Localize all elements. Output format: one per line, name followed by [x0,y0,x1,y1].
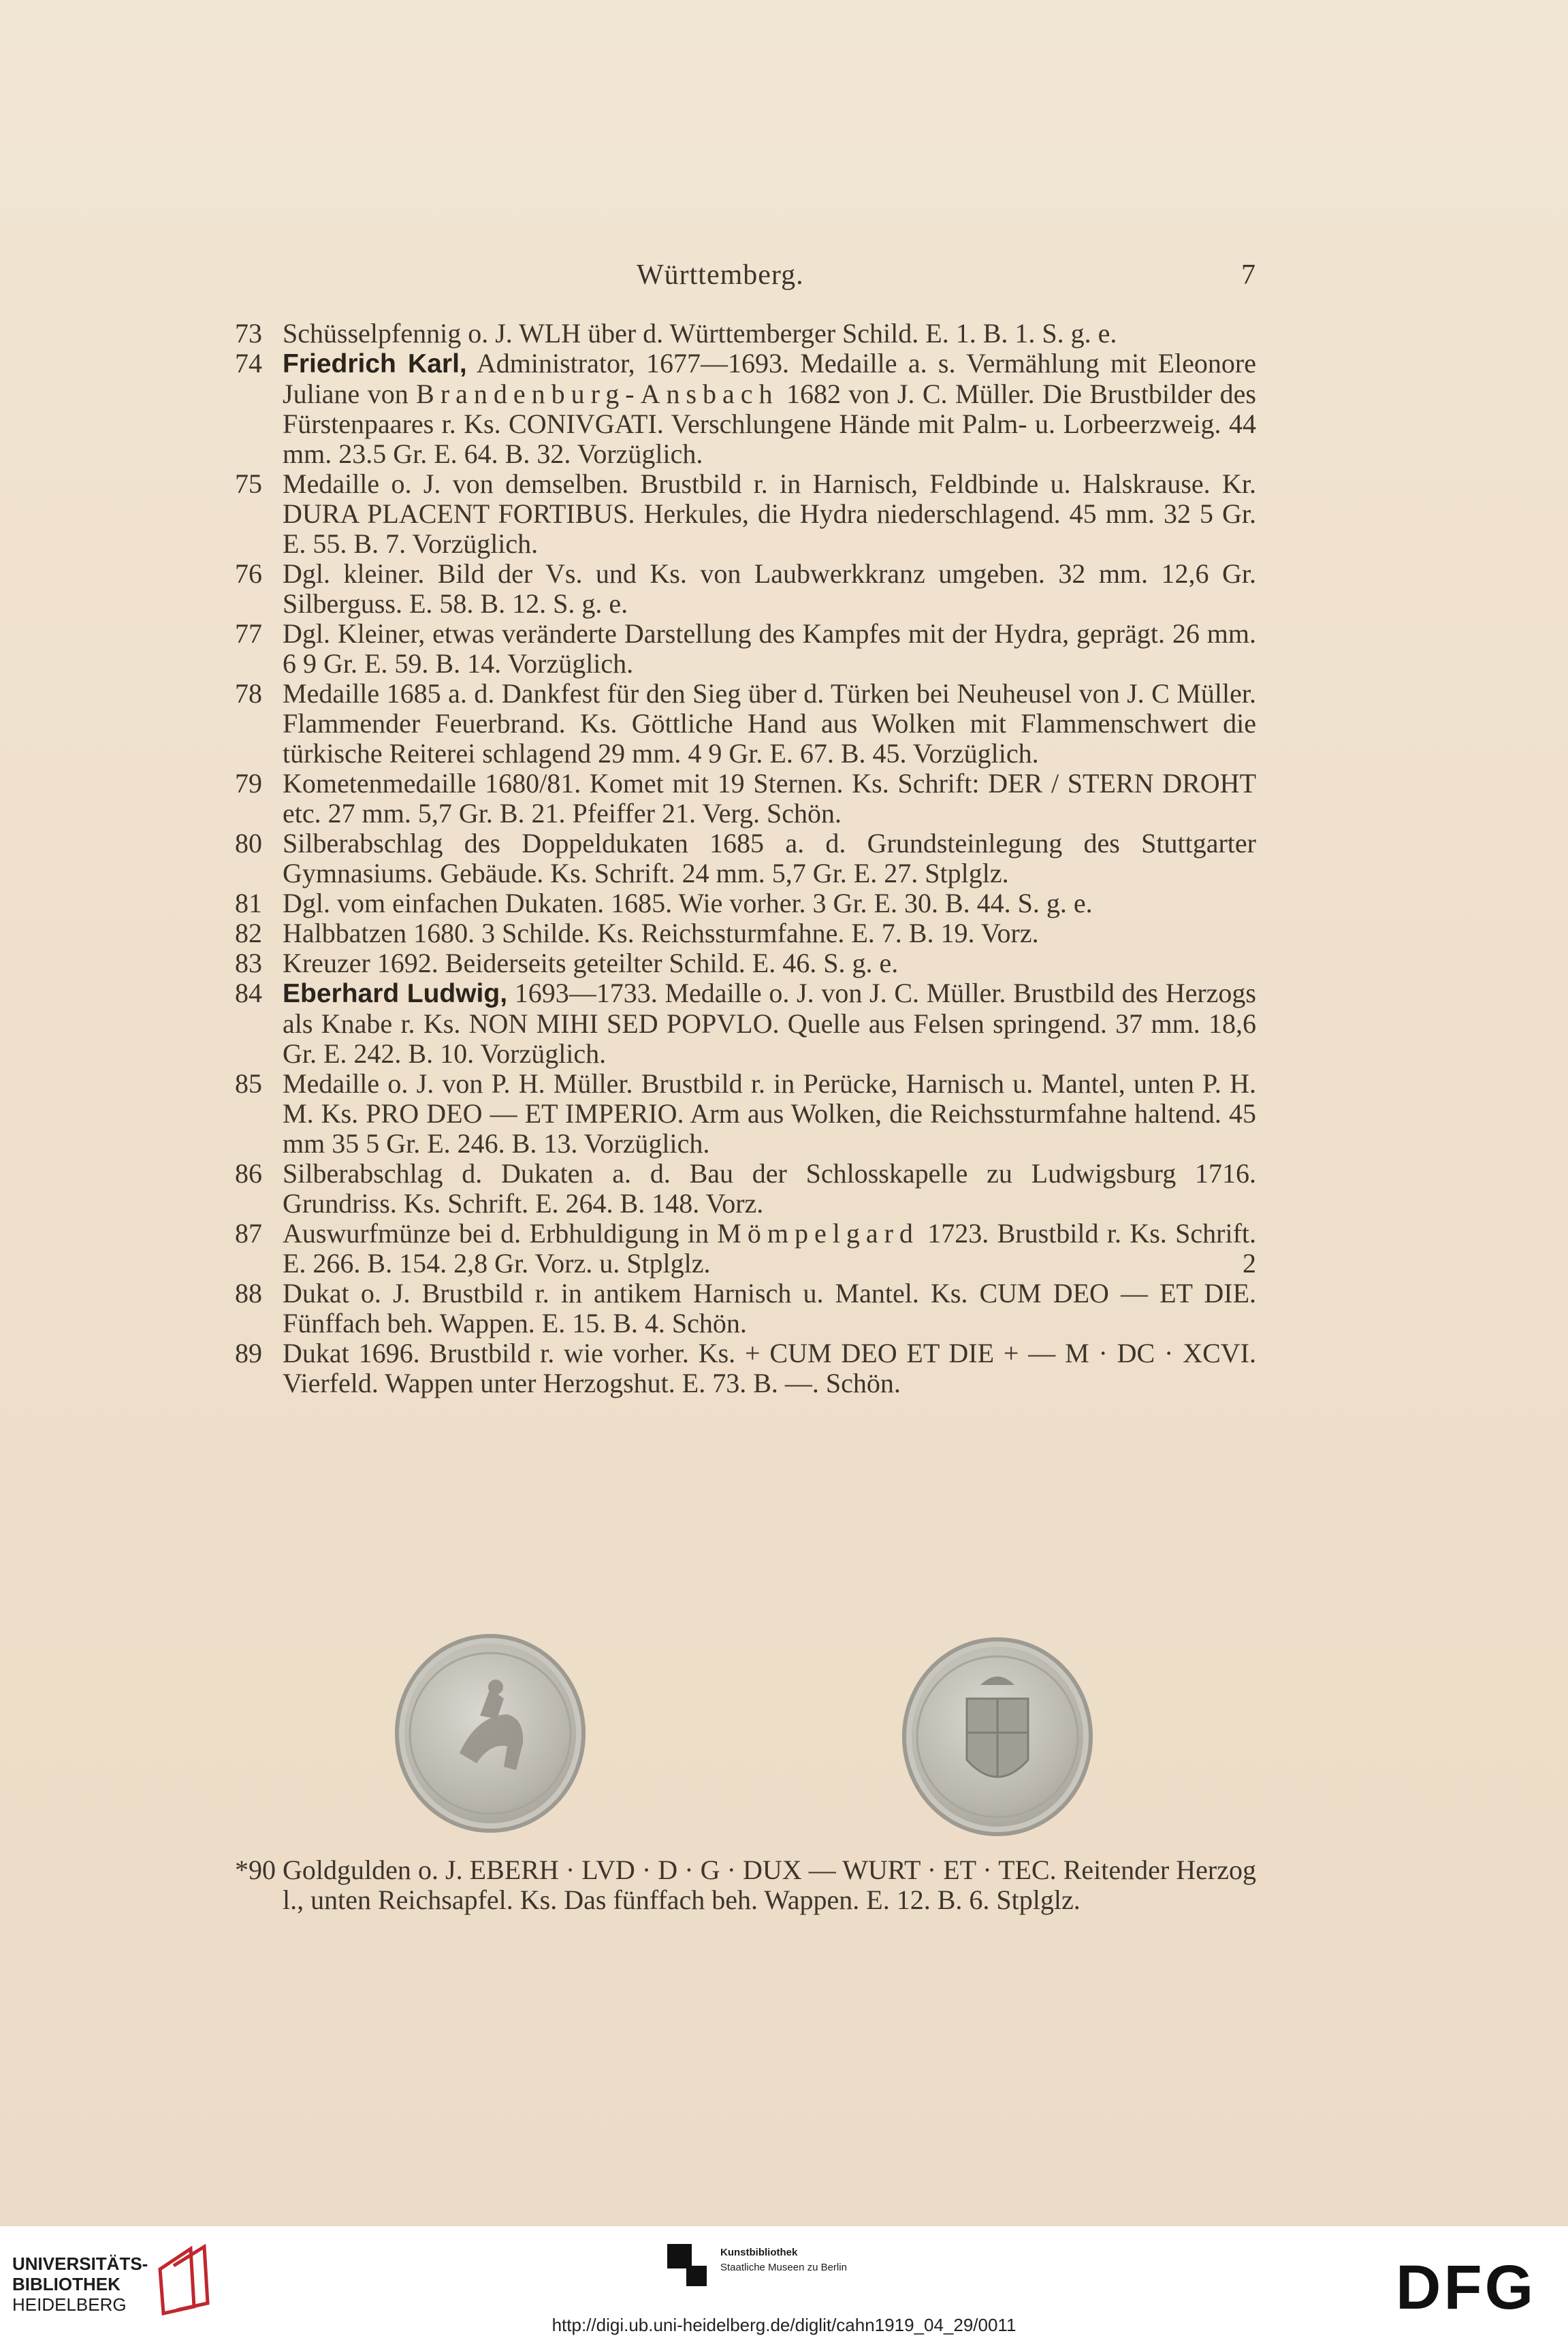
entry-number: 76 [235,558,262,589]
entry-text: Medaille 1685 a. d. Dankfest für den Sieg über d. Türken bei Neuheusel von J. C Müller. Flammender Feuerbrand. Ks. Göttliche Hand aus Wolken mit Flammenschwert die türkische Reiterei schlagend 29 mm. 4 9 Gr. E. 67. B. 45. Vorzüglich. [283,678,1256,769]
entry-text: Kometenmedaille 1680/81. Komet mit 19 Sternen. Ks. Schrift: DER / STERN DROHT etc. 27 mm. 5,7 Gr. B. 21. Pfeiffer 21. Verg. Schön. [283,768,1256,829]
catalog-entry [235,679,1256,769]
catalog-entry [235,1219,1256,1279]
entry-text: Silberabschlag d. Dukaten a. d. Bau der Schlosskapelle zu Ludwigsburg 1716. Grundriss. Ks. Schrift. E. 264. B. 148. Vorz. [283,1158,1256,1219]
margin-note: 2 [1243,1248,1256,1279]
university-library-logo [12,2253,148,2315]
entry-number: *90 [235,1855,276,1885]
catalog-entry [235,559,1256,619]
coin-images [0,1631,1568,1835]
entry-number: 78 [235,678,262,709]
entry-number: 88 [235,1278,262,1309]
footer-bar [0,2226,1568,2342]
uni-seal-icon [153,2239,228,2320]
entry-number: 74 [235,348,262,379]
entry-text: Medaille o. J. von demselben. Brustbild r. in Harnisch, Feldbinde u. Halskrause. Kr. DURA PLACENT FORTIBUS. Herkules, die Hydra niederschlagend. 45 mm. 32 5 Gr. E. 55. B. 7. Vorzüglich. [283,468,1256,559]
entry-text: 1723. Brustbild r. Ks. Schrift. E. 266. B. 154. 2,8 Gr. Vorz. u. Stplglz. [283,1218,1256,1279]
entry-number: 89 [235,1338,262,1368]
catalog-entry [235,1338,1256,1398]
catalog-entry [235,319,1256,349]
entry-text: Dgl. vom einfachen Dukaten. 1685. Wie vorher. 3 Gr. E. 30. B. 44. S. g. e. [283,888,1093,918]
uni-logo-line1: UNIVERSITÄTS- [12,2253,148,2274]
catalog-entry [235,1069,1256,1159]
entry-number: 84 [235,978,262,1008]
catalog-entry [235,1279,1256,1338]
coin-reverse-image [902,1637,1093,1836]
entry-number: 73 [235,318,262,349]
entry-text: 1682 von J. C. Müller. Die Brustbilder des Fürstenpaares r. Ks. CONIVGATI. Verschlungene Hände mit Palm- u. Lorbeerzweig. 44 mm. 23.5 Gr. E. 64. B. 32. Vorzüglich. [283,379,1256,469]
entry-number: 86 [235,1158,262,1189]
kb-square-icon [667,2244,692,2268]
entry-text: Halbbatzen 1680. 3 Schilde. Ks. Reichssturmfahne. E. 7. B. 19. Vorz. [283,918,1039,948]
catalog-entry [235,349,1256,469]
catalog-entries [235,319,1256,1398]
place-name: Brandenburg-Ansbach [416,379,779,409]
entry-text: 1693—1733. Medaille o. J. von J. C. Müller. Brustbild des Herzogs als Knabe r. Ks. NON MIHI SED POPVLO. Quelle aus Felsen springend. 37 mm. 18,6 Gr. E. 242. B. 10. Vorzüglich. [283,978,1256,1069]
ruler-name: Friedrich Karl, [283,349,467,379]
uni-logo-line3: HEIDELBERG [12,2294,127,2315]
page-number: 7 [1241,259,1256,291]
entry-number: 82 [235,918,262,948]
kb-square-icon [686,2266,707,2286]
entry-text: Dukat 1696. Brustbild r. wie vorher. Ks. + CUM DEO ET DIE + — M · DC · XCVI. Vierfeld. Wappen unter Herzogshut. E. 73. B. —. Schön. [283,1338,1256,1398]
entry-number: 83 [235,948,262,978]
entry-number: 79 [235,768,262,799]
entry-number: 87 [235,1218,262,1249]
catalog-entry [235,888,1256,918]
entry-text: Medaille o. J. von P. H. Müller. Brustbild r. in Perücke, Harnisch u. Mantel, unten P. H. M. Ks. PRO DEO — ET IMPERIO. Arm aus Wolken, die Reichssturmfahne haltend. 45 mm 35 5 Gr. E. 246. B. 13. Vorzüglich. [283,1068,1256,1159]
entry-number: 85 [235,1068,262,1099]
catalog-entry [235,948,1256,978]
ruler-name: Eberhard Ludwig, [283,979,508,1008]
entry-number: 75 [235,468,262,499]
page-title: Württemberg. [637,259,804,291]
kb-name: Kunstbibliothek [720,2247,798,2258]
catalog-entry [235,619,1256,679]
entry-text: Silberabschlag des Doppeldukaten 1685 a. d. Grundsteinlegung des Stuttgarter Gymnasiums. Gebäude. Ks. Schrift. 24 mm. 5,7 Gr. E. 27. Stplglz. [283,828,1256,888]
coin-obverse-image [395,1634,586,1833]
catalog-entry [235,769,1256,829]
entry-text: Dgl. Kleiner, etwas veränderte Darstellung des Kampfes mit der Hydra, geprägt. 26 mm. 6 9 Gr. E. 59. B. 14. Vorzüglich. [283,618,1256,679]
entry-text: Administrator, 1677—1693. Medaille a. s. Vermählung mit Eleonore Juliane von [283,348,1256,409]
entry-text: Schüsselpfennig o. J. WLH über d. Württemberger Schild. E. 1. B. 1. S. g. e. [283,318,1117,349]
entry-text: Dgl. kleiner. Bild der Vs. und Ks. von Laubwerkkranz umgeben. 32 mm. 12,6 Gr. Silberguss. E. 58. B. 12. S. g. e. [283,558,1256,619]
entry-text: Goldgulden o. J. EBERH · LVD · D · G · DUX — WURT · ET · TEC. Reitender Herzog l., unten Reichsapfel. Ks. Das fünffach beh. Wappen. E. 12. B. 6. Stplglz. [283,1855,1256,1915]
entry-text: Kreuzer 1692. Beiderseits geteilter Schild. E. 46. S. g. e. [283,948,899,978]
place-name: Mömpelgard [717,1218,919,1249]
catalog-entry-90 [235,1855,1256,1915]
catalog-entry [235,1855,1256,1915]
catalog-entry [235,1159,1256,1219]
catalog-entry [235,978,1256,1069]
entry-text: Dukat o. J. Brustbild r. in antikem Harnisch u. Mantel. Ks. CUM DEO — ET DIE. Fünffach beh. Wappen. E. 15. B. 4. Schön. [283,1278,1256,1338]
dfg-logo: DFG [1396,2253,1537,2322]
entry-number: 80 [235,828,262,859]
running-head [235,259,1256,300]
entry-number: 81 [235,888,262,918]
uni-logo-line2: BIBLIOTHEK [12,2274,121,2294]
entry-text: Auswurfmünze bei d. Erbhuldigung in [283,1218,718,1249]
catalog-entry [235,918,1256,948]
catalog-entry [235,829,1256,888]
kb-subtitle: Staatliche Museen zu Berlin [720,2262,847,2273]
permalink-url[interactable]: http://digi.ub.uni-heidelberg.de/diglit/cahn1919_04_29/0011 [551,2315,1017,2335]
entry-number: 77 [235,618,262,649]
catalog-entry [235,469,1256,559]
